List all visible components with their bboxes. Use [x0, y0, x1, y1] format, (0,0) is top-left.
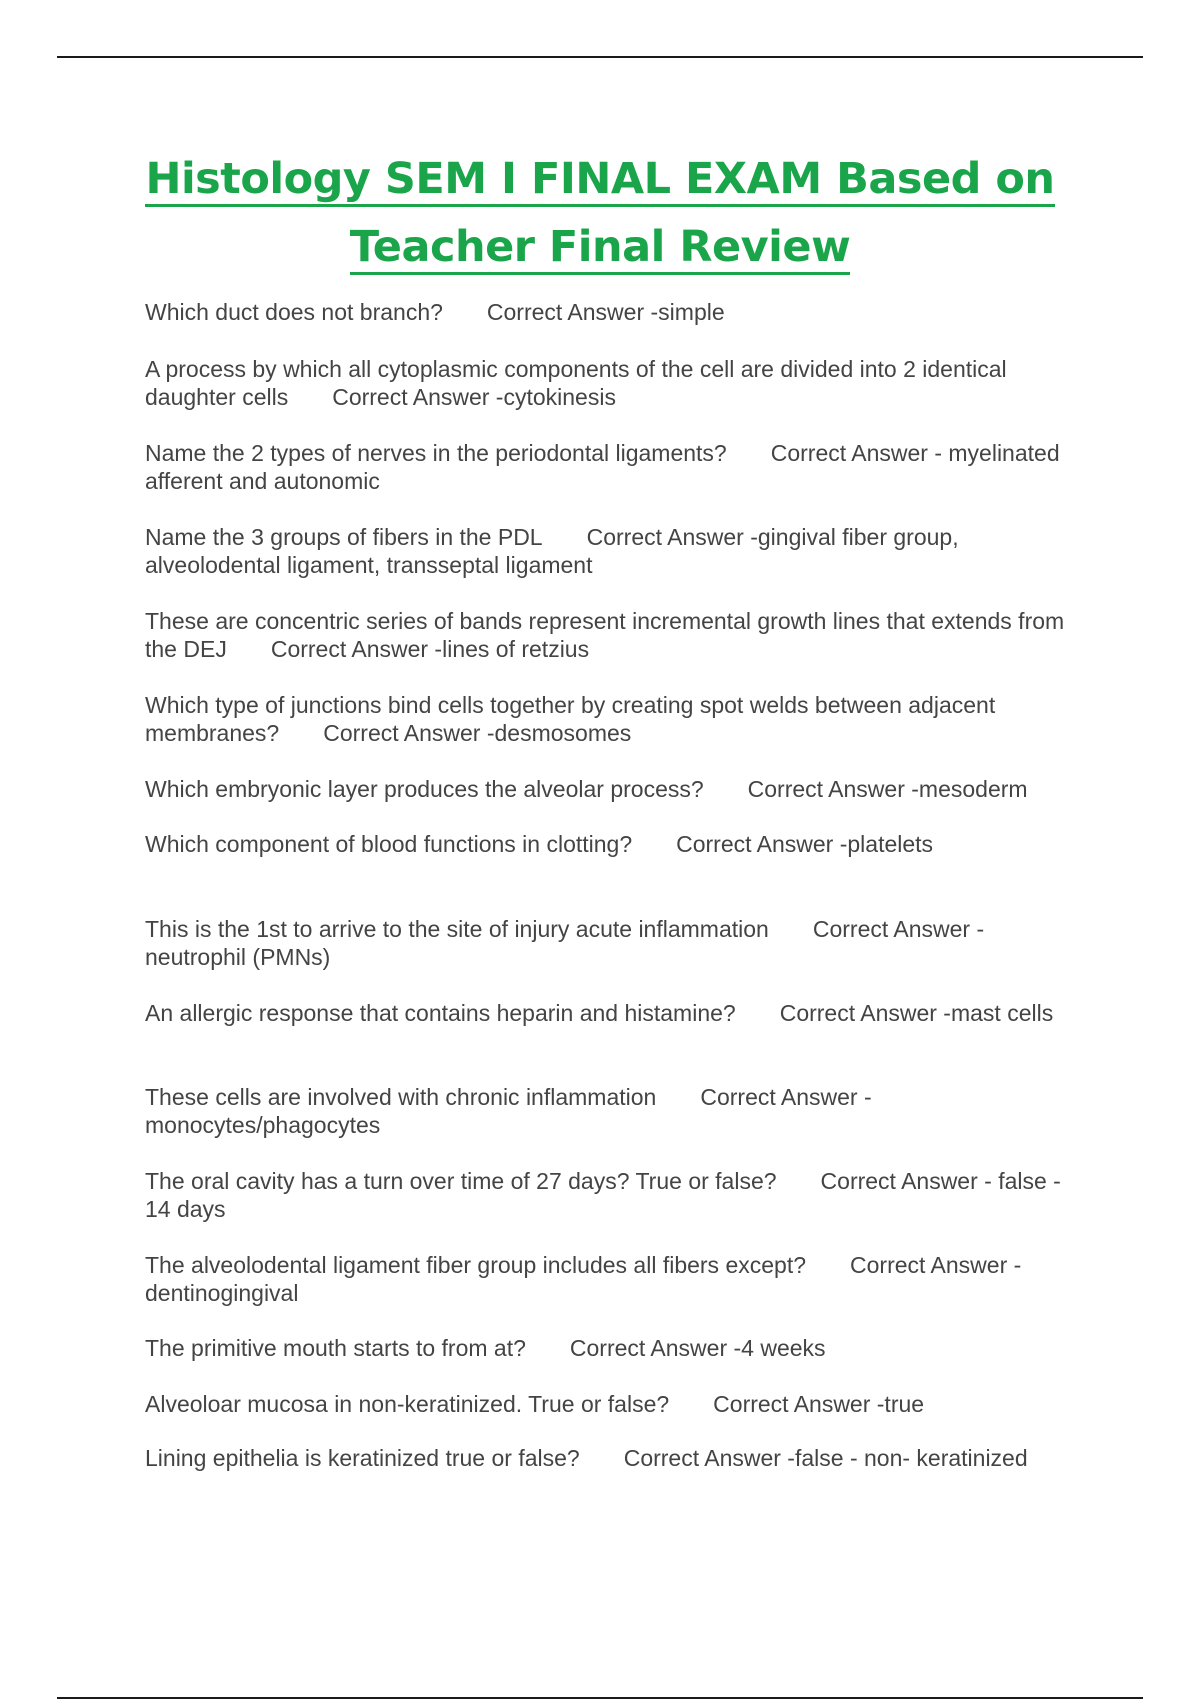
qa-answer: Correct Answer - neutrophil (PMNs) — [145, 916, 985, 970]
qa-answer: Correct Answer -lines of retzius — [270, 636, 590, 662]
qa-answer: Correct Answer - myelinated afferent and autonomic — [145, 440, 1060, 494]
qa-answer: Correct Answer -platelets — [676, 831, 934, 857]
qa-item — [145, 523, 1085, 579]
qa-item — [145, 915, 1085, 971]
qa-item — [145, 999, 1085, 1027]
qa-item — [145, 1083, 1085, 1139]
qa-answer: Correct Answer -false - non- keratinized — [623, 1445, 1028, 1471]
qa-question: A process by which all cytoplasmic components of the cell are divided into 2 identical daughter cells — [145, 356, 1007, 410]
qa-item — [145, 1444, 1085, 1472]
qa-item — [145, 830, 1085, 858]
qa-question: Which embryonic layer produces the alveolar process? — [145, 776, 704, 802]
qa-question: These are concentric series of bands represent incremental growth lines that extends from the DEJ — [145, 608, 1065, 662]
qa-question: These cells are involved with chronic inflammation — [145, 1084, 657, 1110]
qa-item — [145, 1167, 1085, 1223]
qa-answer: Correct Answer -simple — [486, 299, 725, 325]
qa-item — [145, 1251, 1085, 1307]
qa-answer: Correct Answer -desmosomes — [323, 720, 632, 746]
qa-item — [145, 691, 1085, 747]
qa-question: Lining epithelia is keratinized true or false? — [145, 1445, 580, 1471]
qa-answer: Correct Answer -true — [713, 1391, 925, 1417]
document-title — [0, 145, 1200, 281]
qa-question: An allergic response that contains heparin and histamine? — [145, 1000, 736, 1026]
qa-item — [145, 298, 1085, 326]
qa-question: The alveolodental ligament fiber group includes all fibers except? — [145, 1252, 807, 1278]
qa-question: Alveoloar mucosa in non-keratinized. True or false? — [145, 1391, 670, 1417]
qa-question: Which duct does not branch? — [145, 299, 443, 325]
title-line-1: Histology SEM I FINAL EXAM Based on — [145, 154, 1054, 207]
qa-answer: Correct Answer - false - 14 days — [145, 1168, 1061, 1222]
qa-question: Which component of blood functions in clotting? — [145, 831, 633, 857]
qa-answer: Correct Answer - monocytes/phagocytes — [145, 1084, 872, 1138]
qa-answer: Correct Answer -mesoderm — [747, 776, 1028, 802]
top-rule — [57, 56, 1143, 58]
qa-question: This is the 1st to arrive to the site of injury acute inflammation — [145, 916, 769, 942]
qa-item — [145, 607, 1085, 663]
qa-item — [145, 1334, 1085, 1362]
title-line-2: Teacher Final Review — [350, 222, 851, 275]
qa-question: Which type of junctions bind cells together by creating spot welds between adjacent membranes? — [145, 692, 996, 746]
qa-item — [145, 1390, 1085, 1418]
qa-question: The oral cavity has a turn over time of 27 days? True or false? — [145, 1168, 777, 1194]
qa-answer: Correct Answer -gingival fiber group, alveolodental ligament, transseptal ligament — [145, 524, 959, 578]
bottom-rule — [57, 1697, 1143, 1699]
qa-question: Name the 3 groups of fibers in the PDL — [145, 524, 543, 550]
qa-item — [145, 775, 1085, 803]
qa-item — [145, 439, 1085, 495]
qa-item — [145, 355, 1085, 411]
qa-answer: Correct Answer -mast cells — [779, 1000, 1054, 1026]
qa-answer: Correct Answer - dentinogingival — [145, 1252, 1022, 1306]
qa-answer: Correct Answer -cytokinesis — [332, 384, 616, 410]
qa-answer: Correct Answer -4 weeks — [569, 1335, 826, 1361]
qa-question: Name the 2 types of nerves in the periodontal ligaments? — [145, 440, 727, 466]
qa-question: The primitive mouth starts to from at? — [145, 1335, 526, 1361]
